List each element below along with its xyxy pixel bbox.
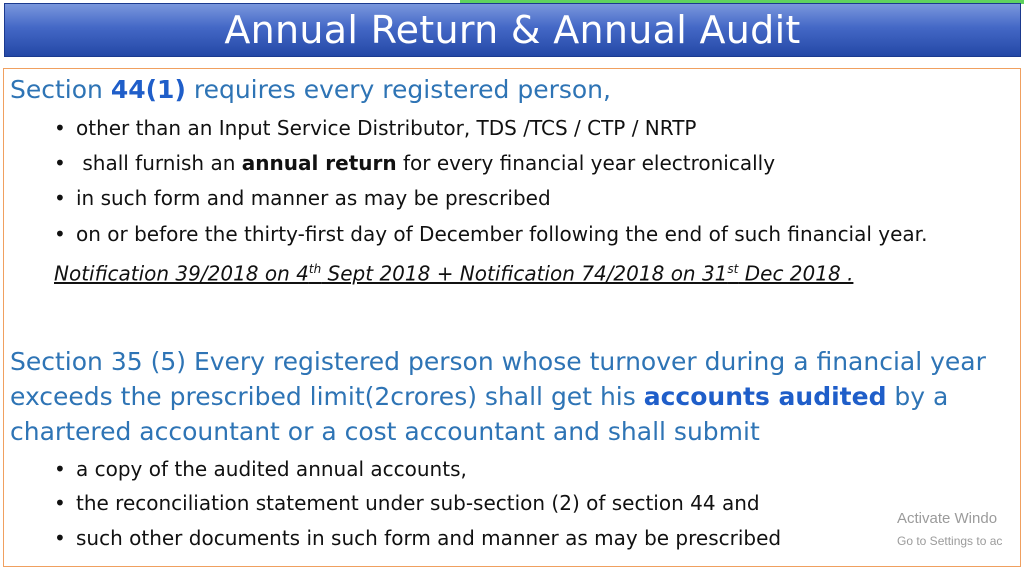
notification-sup: th	[308, 262, 322, 276]
bullet-icon: •	[54, 491, 66, 515]
section-35-heading-line2	[10, 379, 948, 414]
activate-windows-hint: Go to Settings to ac	[897, 534, 1003, 548]
notification-text: Notification 39/2018 on 4	[54, 261, 309, 286]
notification-sup: st	[727, 262, 739, 276]
bullet-icon: •	[54, 222, 66, 246]
notification-text: Sept 2018 + Notification 74/2018 on 31	[321, 261, 728, 286]
bullet-text: on or before the thirty-first day of December following the end of such financial year.	[76, 222, 928, 246]
section-35-bold: accounts audited	[643, 382, 887, 411]
bullet-text: in such form and manner as may be prescribed	[76, 186, 551, 210]
activate-windows-watermark: Activate Windo	[897, 510, 998, 527]
bullet-icon: •	[54, 457, 66, 481]
section-44-number: 44(1)	[110, 75, 186, 104]
list-item	[54, 455, 467, 483]
slide-title: Annual Return & Annual Audit	[224, 8, 801, 52]
bullet-icon: •	[54, 526, 66, 550]
section-35-text: by a	[886, 382, 949, 411]
bullet-text: the reconciliation statement under sub-section (2) of section 44 and	[76, 491, 760, 515]
section-44-heading	[10, 72, 611, 107]
bullet-text: such other documents in such form and manner as may be prescribed	[76, 526, 782, 550]
list-item	[54, 489, 760, 517]
notification-text: Dec 2018 .	[738, 261, 854, 286]
bullet-icon: •	[54, 151, 66, 175]
section-35-heading-line3	[10, 414, 760, 449]
bullet-text: other than an Input Service Distributor, TDS /TCS / CTP / NRTP	[76, 116, 697, 140]
list-item	[54, 220, 927, 248]
list-item	[54, 524, 781, 552]
section-35-text: Section 35 (5) Every registered person whose turnover during a financial year	[10, 347, 986, 376]
section-44-suffix: requires every registered person,	[185, 75, 611, 104]
notification-reference	[54, 254, 853, 289]
slide-title-bar	[4, 3, 1021, 57]
section-35-text: chartered accountant or a cost accountant and shall submit	[10, 417, 760, 446]
section-35-heading-line1	[10, 344, 986, 379]
list-item	[54, 114, 696, 142]
bullet-bold-text: annual return	[241, 151, 397, 175]
bullet-text: shall furnish an	[76, 151, 242, 175]
bullet-text: for every financial year electronically	[396, 151, 776, 175]
section-44-prefix: Section	[10, 75, 111, 104]
list-item	[54, 149, 775, 177]
bullet-text: a copy of the audited annual accounts,	[76, 457, 467, 481]
list-item	[54, 184, 551, 212]
bullet-icon: •	[54, 116, 66, 140]
section-35-text: exceeds the prescribed limit(2crores) shall get his	[10, 382, 644, 411]
bullet-icon: •	[54, 186, 66, 210]
